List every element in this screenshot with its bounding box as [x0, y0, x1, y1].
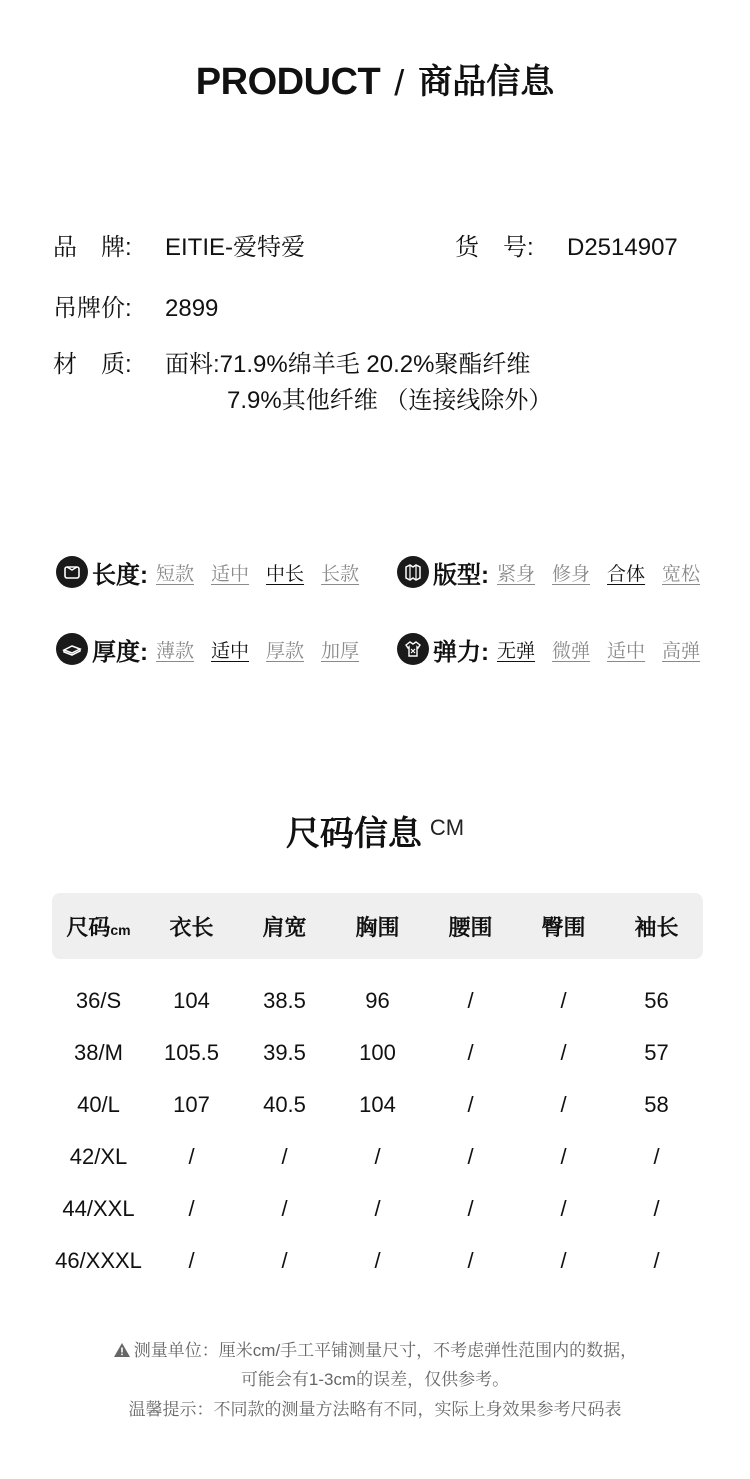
fit-option: 修身	[552, 563, 591, 585]
elasticity-option: 适中	[607, 640, 646, 662]
table-cell: /	[560, 1040, 567, 1065]
attr-thickness-label: 厚度:	[92, 638, 148, 666]
fit-option: 合体	[607, 563, 646, 585]
table-cell: /	[188, 1196, 195, 1221]
attr-length	[56, 555, 359, 589]
thickness-option: 薄款	[156, 640, 195, 662]
length-option: 中长	[266, 563, 305, 585]
size-section-title	[0, 806, 750, 855]
sku-value: D2514907	[567, 234, 678, 261]
table-cell: /	[374, 1144, 381, 1169]
table-cell: /	[281, 1248, 288, 1273]
table-cell: /	[560, 1248, 567, 1273]
table-cell: 104	[173, 988, 210, 1013]
table-cell: 38.5	[263, 988, 306, 1013]
table-row	[52, 1131, 703, 1183]
fit-option: 宽松	[662, 563, 701, 585]
size-title-unit: CM	[429, 815, 465, 840]
table-cell: /	[560, 1092, 567, 1117]
brand-value: EITIE-爱特爱	[165, 234, 306, 261]
table-row	[52, 1235, 703, 1287]
header-separator: /	[394, 61, 405, 103]
table-cell: /	[374, 1248, 381, 1273]
header-cell: 袖长	[634, 914, 679, 940]
header-cell: 腰围	[448, 914, 493, 940]
table-cell: 38/M	[74, 1040, 123, 1065]
tip-note: 温馨提示：不同款的测量方法略有不同，实际上身效果参考尺码表	[128, 1400, 622, 1419]
attr-thickness	[56, 632, 359, 666]
thickness-icon	[56, 633, 88, 665]
table-cell: /	[374, 1196, 381, 1221]
table-cell: /	[467, 988, 474, 1013]
table-cell: /	[188, 1248, 195, 1273]
length-option: 长款	[321, 563, 360, 585]
header-cell: 臀围	[541, 914, 586, 940]
table-cell: /	[467, 1144, 474, 1169]
elasticity-icon	[397, 633, 429, 665]
table-cell: 105.5	[163, 1040, 220, 1065]
warning-icon	[113, 1342, 131, 1358]
table-cell: 107	[173, 1092, 210, 1117]
table-cell: /	[188, 1144, 195, 1169]
attr-fit	[397, 555, 700, 589]
table-cell: /	[653, 1248, 660, 1273]
attr-elasticity-label: 弹力:	[433, 638, 489, 666]
table-row	[52, 1027, 703, 1079]
price-row	[53, 288, 218, 323]
header-cell: 肩宽	[262, 914, 307, 940]
table-cell: 42/XL	[69, 1144, 128, 1169]
size-table-body	[52, 975, 703, 1287]
table-cell: /	[560, 1196, 567, 1221]
table-cell: 56	[644, 988, 669, 1013]
length-option: 适中	[211, 563, 250, 585]
table-row	[52, 975, 703, 1027]
table-cell: 46/XXXL	[55, 1248, 142, 1273]
table-row	[52, 1079, 703, 1131]
table-cell: 39.5	[263, 1040, 306, 1065]
table-cell: /	[467, 1092, 474, 1117]
table-cell: 40.5	[263, 1092, 306, 1117]
attr-elasticity	[397, 632, 700, 666]
header-title-cn: 商品信息	[418, 63, 555, 101]
material-line1: 面料:71.9%绵羊毛 20.2%聚酯纤维	[165, 351, 531, 378]
elasticity-option: 无弹	[497, 640, 536, 662]
table-cell: 40/L	[77, 1092, 120, 1117]
note-line2: 可能会有1-3cm的误差，仅供参考。	[240, 1370, 510, 1389]
table-cell: /	[467, 1248, 474, 1273]
material-line2: 7.9%其他纤维 （连接线除外）	[227, 387, 553, 414]
measurement-note	[0, 1336, 750, 1361]
table-cell: /	[467, 1196, 474, 1221]
table-cell: /	[281, 1196, 288, 1221]
table-cell: /	[560, 1144, 567, 1169]
size-title-text: 尺码信息	[285, 815, 422, 853]
table-cell: /	[653, 1196, 660, 1221]
table-cell: /	[467, 1040, 474, 1065]
table-row	[52, 1183, 703, 1235]
price-label: 吊牌价:	[53, 295, 132, 322]
table-cell: 36/S	[75, 988, 122, 1013]
header-size-unit: cm	[110, 921, 131, 938]
length-option: 短款	[156, 563, 195, 585]
table-cell: 57	[644, 1040, 669, 1065]
table-cell: 100	[359, 1040, 396, 1065]
table-cell: 44/XXL	[62, 1196, 135, 1221]
brand-label: 品 牌:	[53, 234, 132, 261]
material-row	[53, 344, 530, 379]
table-cell: /	[281, 1144, 288, 1169]
attr-fit-label: 版型:	[433, 561, 489, 589]
table-cell: /	[560, 988, 567, 1013]
material-label: 材 质:	[53, 351, 132, 378]
table-cell: /	[653, 1144, 660, 1169]
size-table-header	[52, 893, 703, 959]
elasticity-option: 微弹	[552, 640, 591, 662]
elasticity-option: 高弹	[662, 640, 701, 662]
header-title-en: PRODUCT	[195, 61, 381, 103]
size-table	[52, 893, 703, 1287]
table-cell: 104	[359, 1092, 396, 1117]
header-size-text: 尺码	[66, 914, 111, 940]
page-header	[0, 58, 750, 107]
brand-row	[53, 227, 305, 262]
fit-option: 紧身	[497, 563, 536, 585]
note-line1: 测量单位：厘米cm/手工平铺测量尺寸，不考虑弹性范围内的数据，	[133, 1341, 638, 1360]
thickness-option: 加厚	[321, 640, 360, 662]
thickness-option: 厚款	[266, 640, 305, 662]
length-icon	[56, 556, 88, 588]
fit-icon	[397, 556, 429, 588]
sku-label: 货 号:	[455, 234, 534, 261]
price-value: 2899	[165, 295, 219, 322]
table-cell: 96	[365, 988, 390, 1013]
header-cell: 胸围	[355, 914, 400, 940]
attr-length-label: 长度:	[92, 561, 148, 589]
thickness-option: 适中	[211, 640, 250, 662]
header-cell-size	[52, 911, 145, 942]
table-cell: 58	[644, 1092, 669, 1117]
header-cell: 衣长	[169, 914, 214, 940]
sku-row	[455, 227, 678, 262]
